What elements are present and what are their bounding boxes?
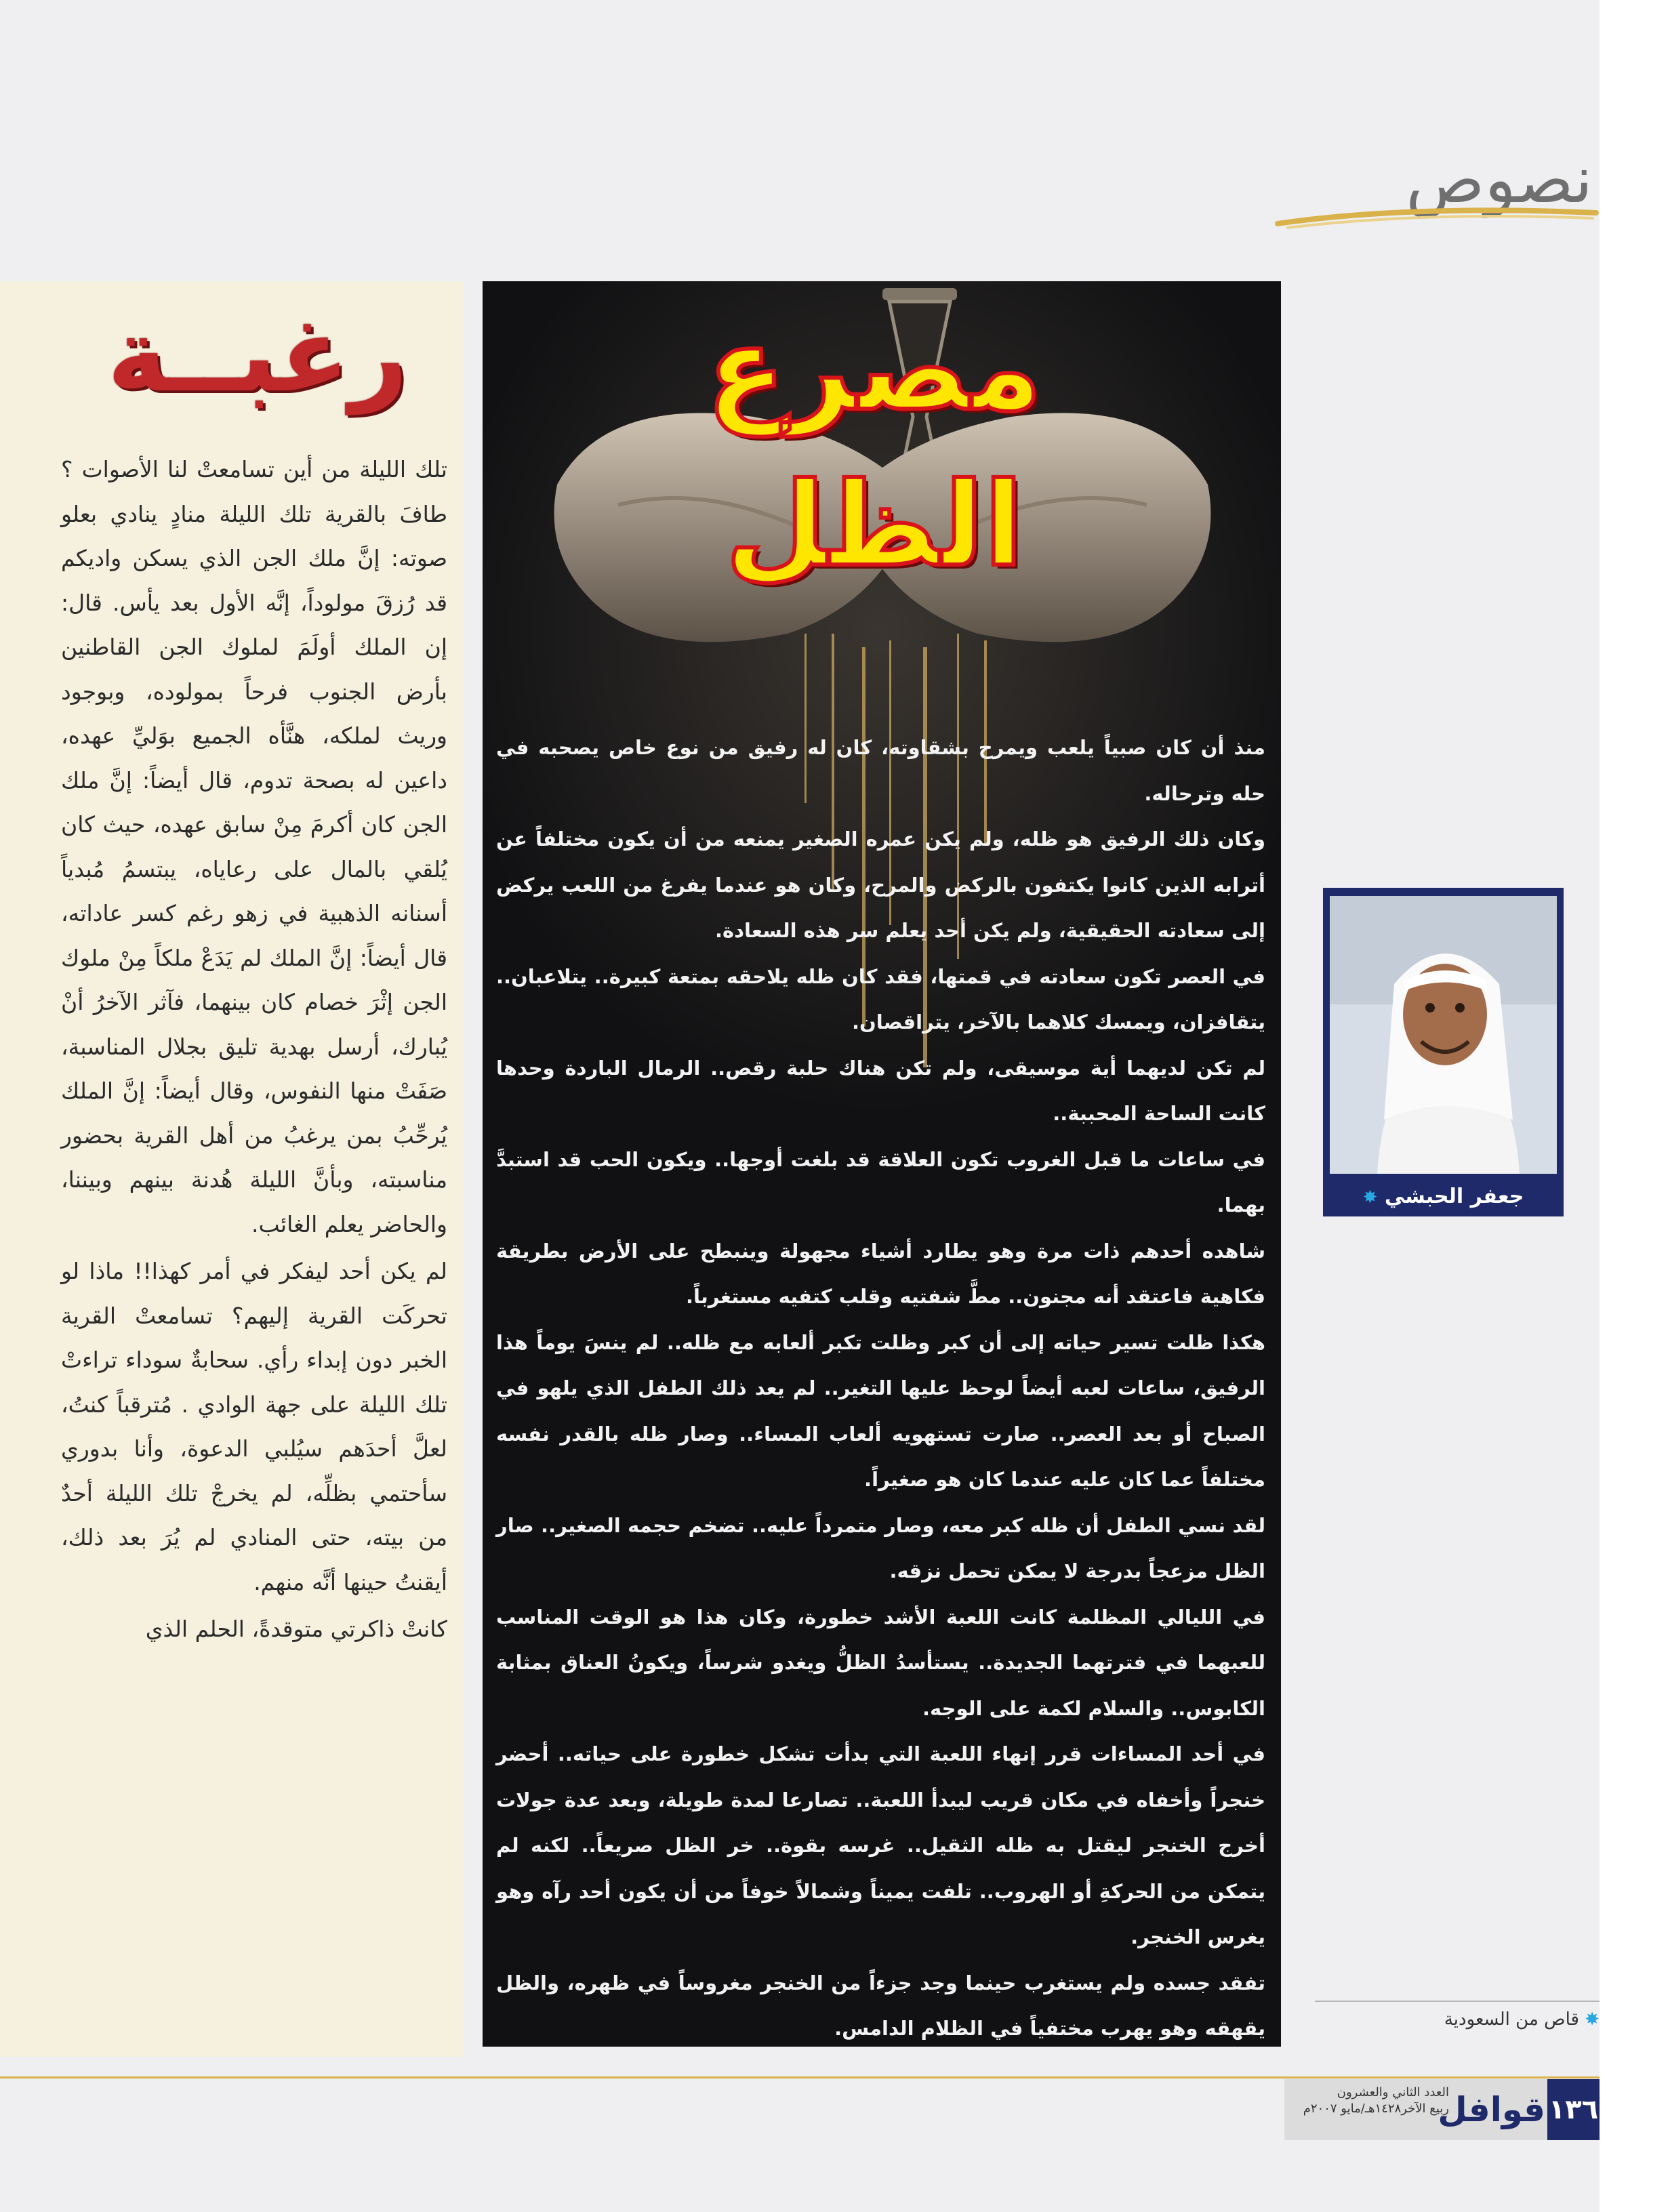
star-icon: ✸ bbox=[1585, 2009, 1600, 2030]
paragraph: في الليالي المظلمة كانت اللعبة الأشد خطورة، وكان هذا هو الوقت المناسب للعبهما في فترتهما الجديدة.. يستأسدُ الظلُّ ويغدو شرساً، ويكونُ العناق بمثابة الكابوس.. والسلام لكمة على الوجه. bbox=[496, 1605, 1265, 1720]
paragraph: لقد نسي الطفل أن ظله كبر معه، وصار متمرداً عليه.. تضخم حجمه الصغير.. صار الظل مزعجاً بدرجة لا يمكن تحمل نزقه. bbox=[496, 1513, 1265, 1582]
main-article-body bbox=[496, 725, 1265, 2040]
issue-info bbox=[1286, 2085, 1449, 2136]
paragraph: تفقد جسده ولم يستغرب حينما وجد جزءاً من الخنجر مغروساً في ظهره، والظل يقهقه وهو يهرب مختفياً في الظلام الدامس. bbox=[496, 1971, 1265, 2040]
main-article-title: مصرع الظل bbox=[706, 302, 1042, 592]
paragraph: تلك الليلة من أين تسامعتْ لنا الأصوات ؟ طافَ بالقرية تلك الليلة منادٍ ينادي بعلو صوته: إنَّ ملك الجن الذي يسكن واديكم قد رُزقَ مولوداً، إنَّه الأول بعد يأس. قال: إن الملك أولَمَ لملوك الجن القاطنين بأرض الجنوب فرحاً بمولوده، وبوجود وريث لملكه، هنَّأه الجميع بوَليِّ عهده، داعين له بصحة تدوم، قال أيضاً: إنَّ ملك الجن كان أكرمَ مِنْ سابق عهده، حيث كان يُلقي بالمال على رعاياه، يبتسمُ مُبدياً أسنانه الذهبية في زهو رغم كسر عاداته، قال أيضاً: إنَّ الملك لم يَدَعْ ملكاً مِنْ ملوك الجن إثْرَ خصام كان بينهما، فآثر الآخرُ أنْ يُبارك، أرسل بهدية تليق بجلال المناسبة، صَفَتْ منها النفوس، وقال أيضاً: إنَّ الملك يُرحِّبُ بمن يرغبُ من أهل القرية بحضور مناسبته، وبأنَّ الليلة هُدنة بينهم وبيننا، والحاضر يعلم الغائب. bbox=[61, 456, 447, 1237]
magazine-logo: قوافل bbox=[1438, 2090, 1545, 2129]
left-article-title: رغبــة bbox=[107, 297, 408, 415]
footer-rule bbox=[0, 2076, 1600, 2078]
author-name bbox=[1323, 1178, 1564, 1215]
author-photo bbox=[1330, 896, 1557, 1174]
star-icon: ✸ bbox=[1362, 1187, 1378, 1208]
paragraph: شاهده أحدهم ذات مرة وهو يطارد أشياء مجهولة وينبطح على الأرض بطريقة فكاهية فاعتقد أنه مجنون.. مطَّ شفتيه وقلب كتفيه مستغرباً. bbox=[496, 1239, 1265, 1308]
section-swoosh-decoration bbox=[1274, 198, 1600, 232]
paragraph: لم يكن أحد ليفكر في أمر كهذا!! ماذا لو تحركَت القرية إليهم؟ تسامعتْ القرية الخبر دون إبداء رأي. سحابةٌ سوداء تراءتْ تلك الليلة على جهة الوادي . مُترقباً كنتُ، لعلَّ أحدَهم سيُلبي الدعوة، وأنا بدوري سأحتمي بظلِّه، لم يخرجْ تلك الليلة أحدٌ من بيته، حتى المنادي لم يُرَ بعد ذلك، أيقنتُ حينها أنَّه منهم. bbox=[61, 1258, 447, 1595]
issue-number: العدد الثاني والعشرون bbox=[1337, 2085, 1449, 2100]
page-number: ١٣٦ bbox=[1547, 2079, 1600, 2140]
caption-divider bbox=[1315, 2001, 1600, 2002]
section-title: نصوص bbox=[1406, 142, 1593, 218]
paragraph: لم تكن لديهما أية موسيقى، ولم تكن هناك حلبة رقص.. الرمال الباردة وحدها كانت الساحة المحببة.. bbox=[496, 1056, 1265, 1125]
issue-date: ربيع الآخر١٤٢٨هـ/مايو ٢٠٠٧م bbox=[1303, 2102, 1449, 2116]
left-article-body bbox=[61, 447, 447, 2020]
paragraph: في العصر تكون سعادته في قمتها، فقد كان ظله يلاحقه بمتعة كبيرة.. يتلاعبان.. يتقافزان، ويمسك كلاهما بالآخر، يتراقصان. bbox=[496, 964, 1265, 1033]
paragraph: هكذا ظلت تسير حياته إلى أن كبر وظلت تكبر ألعابه مع ظله.. لم ينسَ يوماً هذا الرفيق، ساعات لعبه أيضاً لوحظ عليها التغير.. لم يعد ذلك الطفل الذي يلهو في الصباح أو بعد العصر.. صارت تستهويه ألعاب المساء.. وصار ظله بالقدر نفسه مختلفاً عما كان عليه عندما كان هو صغيراً. bbox=[496, 1330, 1265, 1491]
author-caption-text: قاص من السعودية bbox=[1444, 2009, 1579, 2030]
page-margin bbox=[1600, 0, 1670, 2212]
paragraph: في أحد المساءات قرر إنهاء اللعبة التي بدأت تشكل خطورة على حياته.. أحضر خنجراً وأخفاه في مكان قريب ليبدأ اللعبة.. تصارعا لمدة طويلة، وبعد عدة جولات أخرج الخنجر ليقتل به ظله الثقيل.. غرسه بقوة.. خر الظل صريعاً.. لكنه لم يتمكن من الحركةِ أو الهروب.. تلفت يميناً وشمالاً خوفاً من أن يكون أحد رآه وهو يغرس الخنجر. bbox=[496, 1742, 1265, 1948]
paragraph: في ساعات ما قبل الغروب تكون العلاقة قد بلغت أوجها.. ويكون الحب قد استبدَّ بهما. bbox=[496, 1147, 1265, 1216]
paragraph: كانتْ ذاكرتي متوقدةً، الحلم الذي bbox=[145, 1616, 447, 1642]
paragraph: وكان ذلك الرفيق هو ظله، ولم يكن عمره الصغير يمنعه من أن يكون مختلفاً عن أترابه الذين كانوا يكتفون بالركض والمرح، وكان هو عندما يفرغ من اللعب يركض إلى سعادته الحقيقية، ولم يكن أحد يعلم سر هذه السعادة. bbox=[496, 827, 1265, 942]
author-name-text: جعفر الحبشي bbox=[1384, 1185, 1524, 1208]
author-caption bbox=[1410, 2006, 1600, 2033]
paragraph: منذ أن كان صبياً يلعب ويمرح بشقاوته، كان له رفيق من نوع خاص يصحبه في حله وترحاله. bbox=[496, 736, 1265, 805]
